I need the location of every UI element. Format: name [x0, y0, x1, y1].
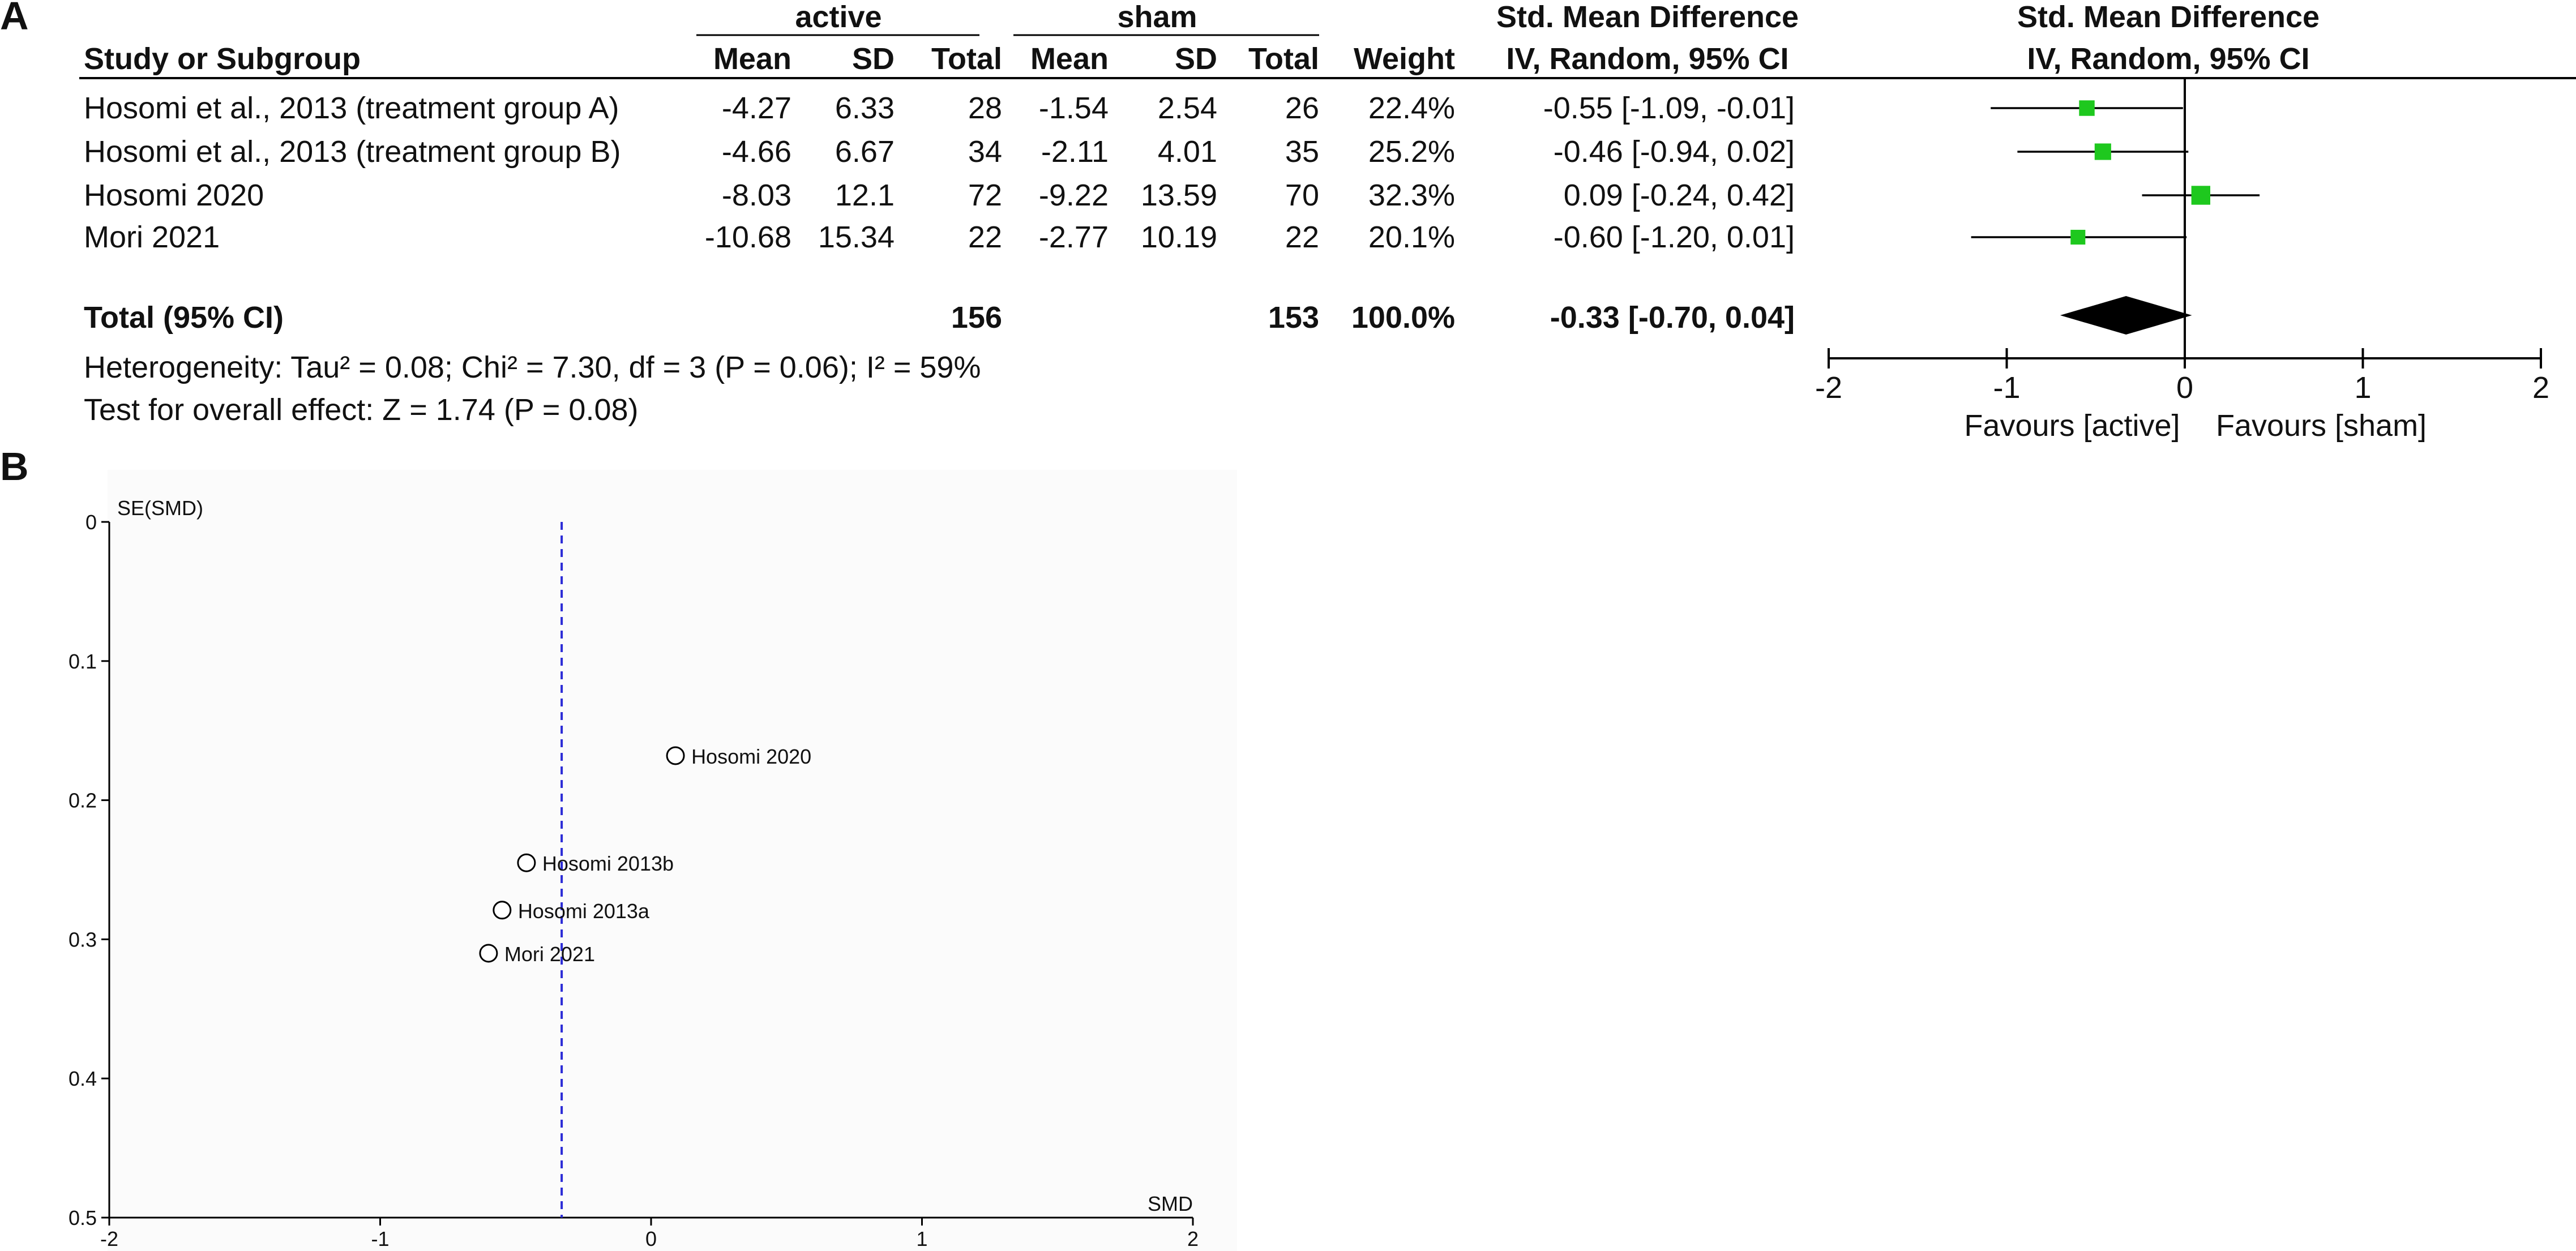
forest-point-4 [2070, 230, 2085, 245]
col-header-study: Study or Subgroup [84, 42, 361, 76]
forest-rows [84, 91, 1795, 254]
row-3-weight: 32.3% [1368, 178, 1455, 212]
row-4-a-sd: 15.34 [818, 220, 895, 254]
forest-table [79, 0, 2576, 427]
row-4-weight: 20.1% [1368, 220, 1455, 254]
row-2-s-total: 35 [1285, 135, 1319, 169]
group-header-smd-table: Std. Mean Difference [1496, 0, 1799, 34]
col-header-active-total: Total [931, 42, 1002, 76]
funnel-point-label-3: Hosomi 2013a [517, 899, 649, 923]
funnel-y-tick-label-2: 0.1 [68, 649, 97, 673]
funnel-point-1 [667, 747, 684, 764]
favours-left-label: Favours [active] [1964, 409, 2180, 443]
forest-point-2 [2095, 143, 2111, 160]
row-1-ci: -0.55 [-1.09, -0.01] [1543, 91, 1795, 125]
row-4-s-sd: 10.19 [1140, 220, 1217, 254]
row-3-ci: 0.09 [-0.24, 0.42] [1563, 178, 1795, 212]
row-4-a-total: 22 [968, 220, 1002, 254]
row-1-a-mean: -4.27 [721, 91, 791, 125]
col-header-active-mean: Mean [713, 42, 791, 76]
total-active: 156 [951, 301, 1002, 335]
forest-x-tick-label-2: -1 [1993, 371, 2021, 405]
col-header-ci-plot: IV, Random, 95% CI [2027, 42, 2310, 76]
funnel-x-axis-title: SMD [1148, 1192, 1193, 1215]
funnel-y-tick-label-4: 0.3 [68, 928, 97, 952]
funnel-point-3 [494, 902, 511, 919]
row-2-study: Hosomi et al., 2013 (treatment group B) [84, 135, 621, 169]
row-2-weight: 25.2% [1368, 135, 1455, 169]
funnel-y-tick-label-1: 0 [85, 511, 97, 534]
row-3-a-total: 72 [968, 178, 1002, 212]
funnel-y-axis-title: SE(SMD) [117, 496, 203, 520]
row-1-s-sd: 2.54 [1157, 91, 1217, 125]
forest-x-tick-label-1: -2 [1815, 371, 1843, 405]
funnel-x-tick-label-3: 0 [645, 1227, 657, 1250]
funnel-y-tick-label-6: 0.5 [68, 1206, 97, 1229]
funnel-y-tick-label-3: 0.2 [68, 789, 97, 812]
col-header-sham-mean: Mean [1030, 42, 1109, 76]
funnel-point-label-4: Mori 2021 [504, 942, 595, 966]
row-3-s-sd: 13.59 [1140, 178, 1217, 212]
row-1-s-total: 26 [1285, 91, 1319, 125]
forest-x-tick-label-5: 2 [2532, 371, 2550, 405]
funnel-x-tick-label-2: -1 [371, 1227, 390, 1250]
forest-point-3 [2192, 186, 2210, 204]
favours-right-label: Favours [sham] [2215, 409, 2427, 443]
col-header-sham-total: Total [1248, 42, 1319, 76]
funnel-point-2 [518, 854, 535, 871]
group-header-active: active [795, 0, 882, 34]
row-2-s-mean: -2.11 [1041, 135, 1109, 169]
forest-x-tick-label-4: 1 [2354, 371, 2372, 405]
row-4-a-mean: -10.68 [704, 220, 791, 254]
col-header-weight: Weight [1354, 42, 1455, 76]
funnel-point-label-1: Hosomi 2020 [691, 744, 812, 768]
forest-x-tick-label-3: 0 [2176, 371, 2194, 405]
total-sham: 153 [1268, 301, 1319, 335]
row-4-ci: -0.60 [-1.20, 0.01] [1553, 220, 1795, 254]
row-2-a-sd: 6.67 [835, 135, 895, 169]
col-header-ci-table: IV, Random, 95% CI [1506, 42, 1789, 76]
forest-point-1 [2079, 100, 2094, 115]
funnel-point-4 [480, 945, 497, 962]
row-4-s-mean: -2.77 [1038, 220, 1109, 254]
forest-pooled-diamond [2060, 296, 2192, 335]
row-1-s-mean: -1.54 [1038, 91, 1109, 125]
row-2-ci: -0.46 [-0.94, 0.02] [1553, 135, 1795, 169]
row-3-a-sd: 12.1 [835, 178, 895, 212]
row-3-a-mean: -8.03 [721, 178, 791, 212]
col-header-sham-sd: SD [1174, 42, 1217, 76]
row-4-s-total: 22 [1285, 220, 1319, 254]
row-3-study: Hosomi 2020 [84, 178, 264, 212]
row-1-a-sd: 6.33 [835, 91, 895, 125]
row-3-s-total: 70 [1285, 178, 1319, 212]
row-1-a-total: 28 [968, 91, 1002, 125]
funnel-x-tick-label-4: 1 [916, 1227, 928, 1250]
overall-effect-text: Test for overall effect: Z = 1.74 (P = 0.08) [84, 393, 639, 427]
forest-plot [1815, 79, 2549, 405]
funnel-x-tick-label-1: -2 [100, 1227, 119, 1250]
row-1-weight: 22.4% [1368, 91, 1455, 125]
total-weight: 100.0% [1351, 301, 1455, 335]
group-header-smd-plot: Std. Mean Difference [2017, 0, 2320, 34]
funnel-y-tick-label-5: 0.4 [68, 1067, 97, 1091]
funnel-x-tick-label-5: 2 [1187, 1227, 1199, 1250]
row-2-a-mean: -4.66 [721, 135, 791, 169]
funnel-point-label-2: Hosomi 2013b [542, 852, 674, 876]
group-header-sham: sham [1117, 0, 1197, 34]
panel-b-label: B [0, 444, 29, 489]
total-label: Total (95% CI) [84, 301, 284, 335]
row-2-a-total: 34 [968, 135, 1002, 169]
panel-a-label: A [0, 0, 29, 38]
col-header-active-sd: SD [851, 42, 895, 76]
row-4-study: Mori 2021 [84, 220, 220, 254]
heterogeneity-text: Heterogeneity: Tau² = 0.08; Chi² = 7.30, df = 3 (P = 0.06); I² = 59% [84, 350, 981, 384]
row-2-s-sd: 4.01 [1157, 135, 1217, 169]
row-3-s-mean: -9.22 [1038, 178, 1109, 212]
row-1-study: Hosomi et al., 2013 (treatment group A) [84, 91, 619, 125]
total-ci: -0.33 [-0.70, 0.04] [1550, 301, 1795, 335]
